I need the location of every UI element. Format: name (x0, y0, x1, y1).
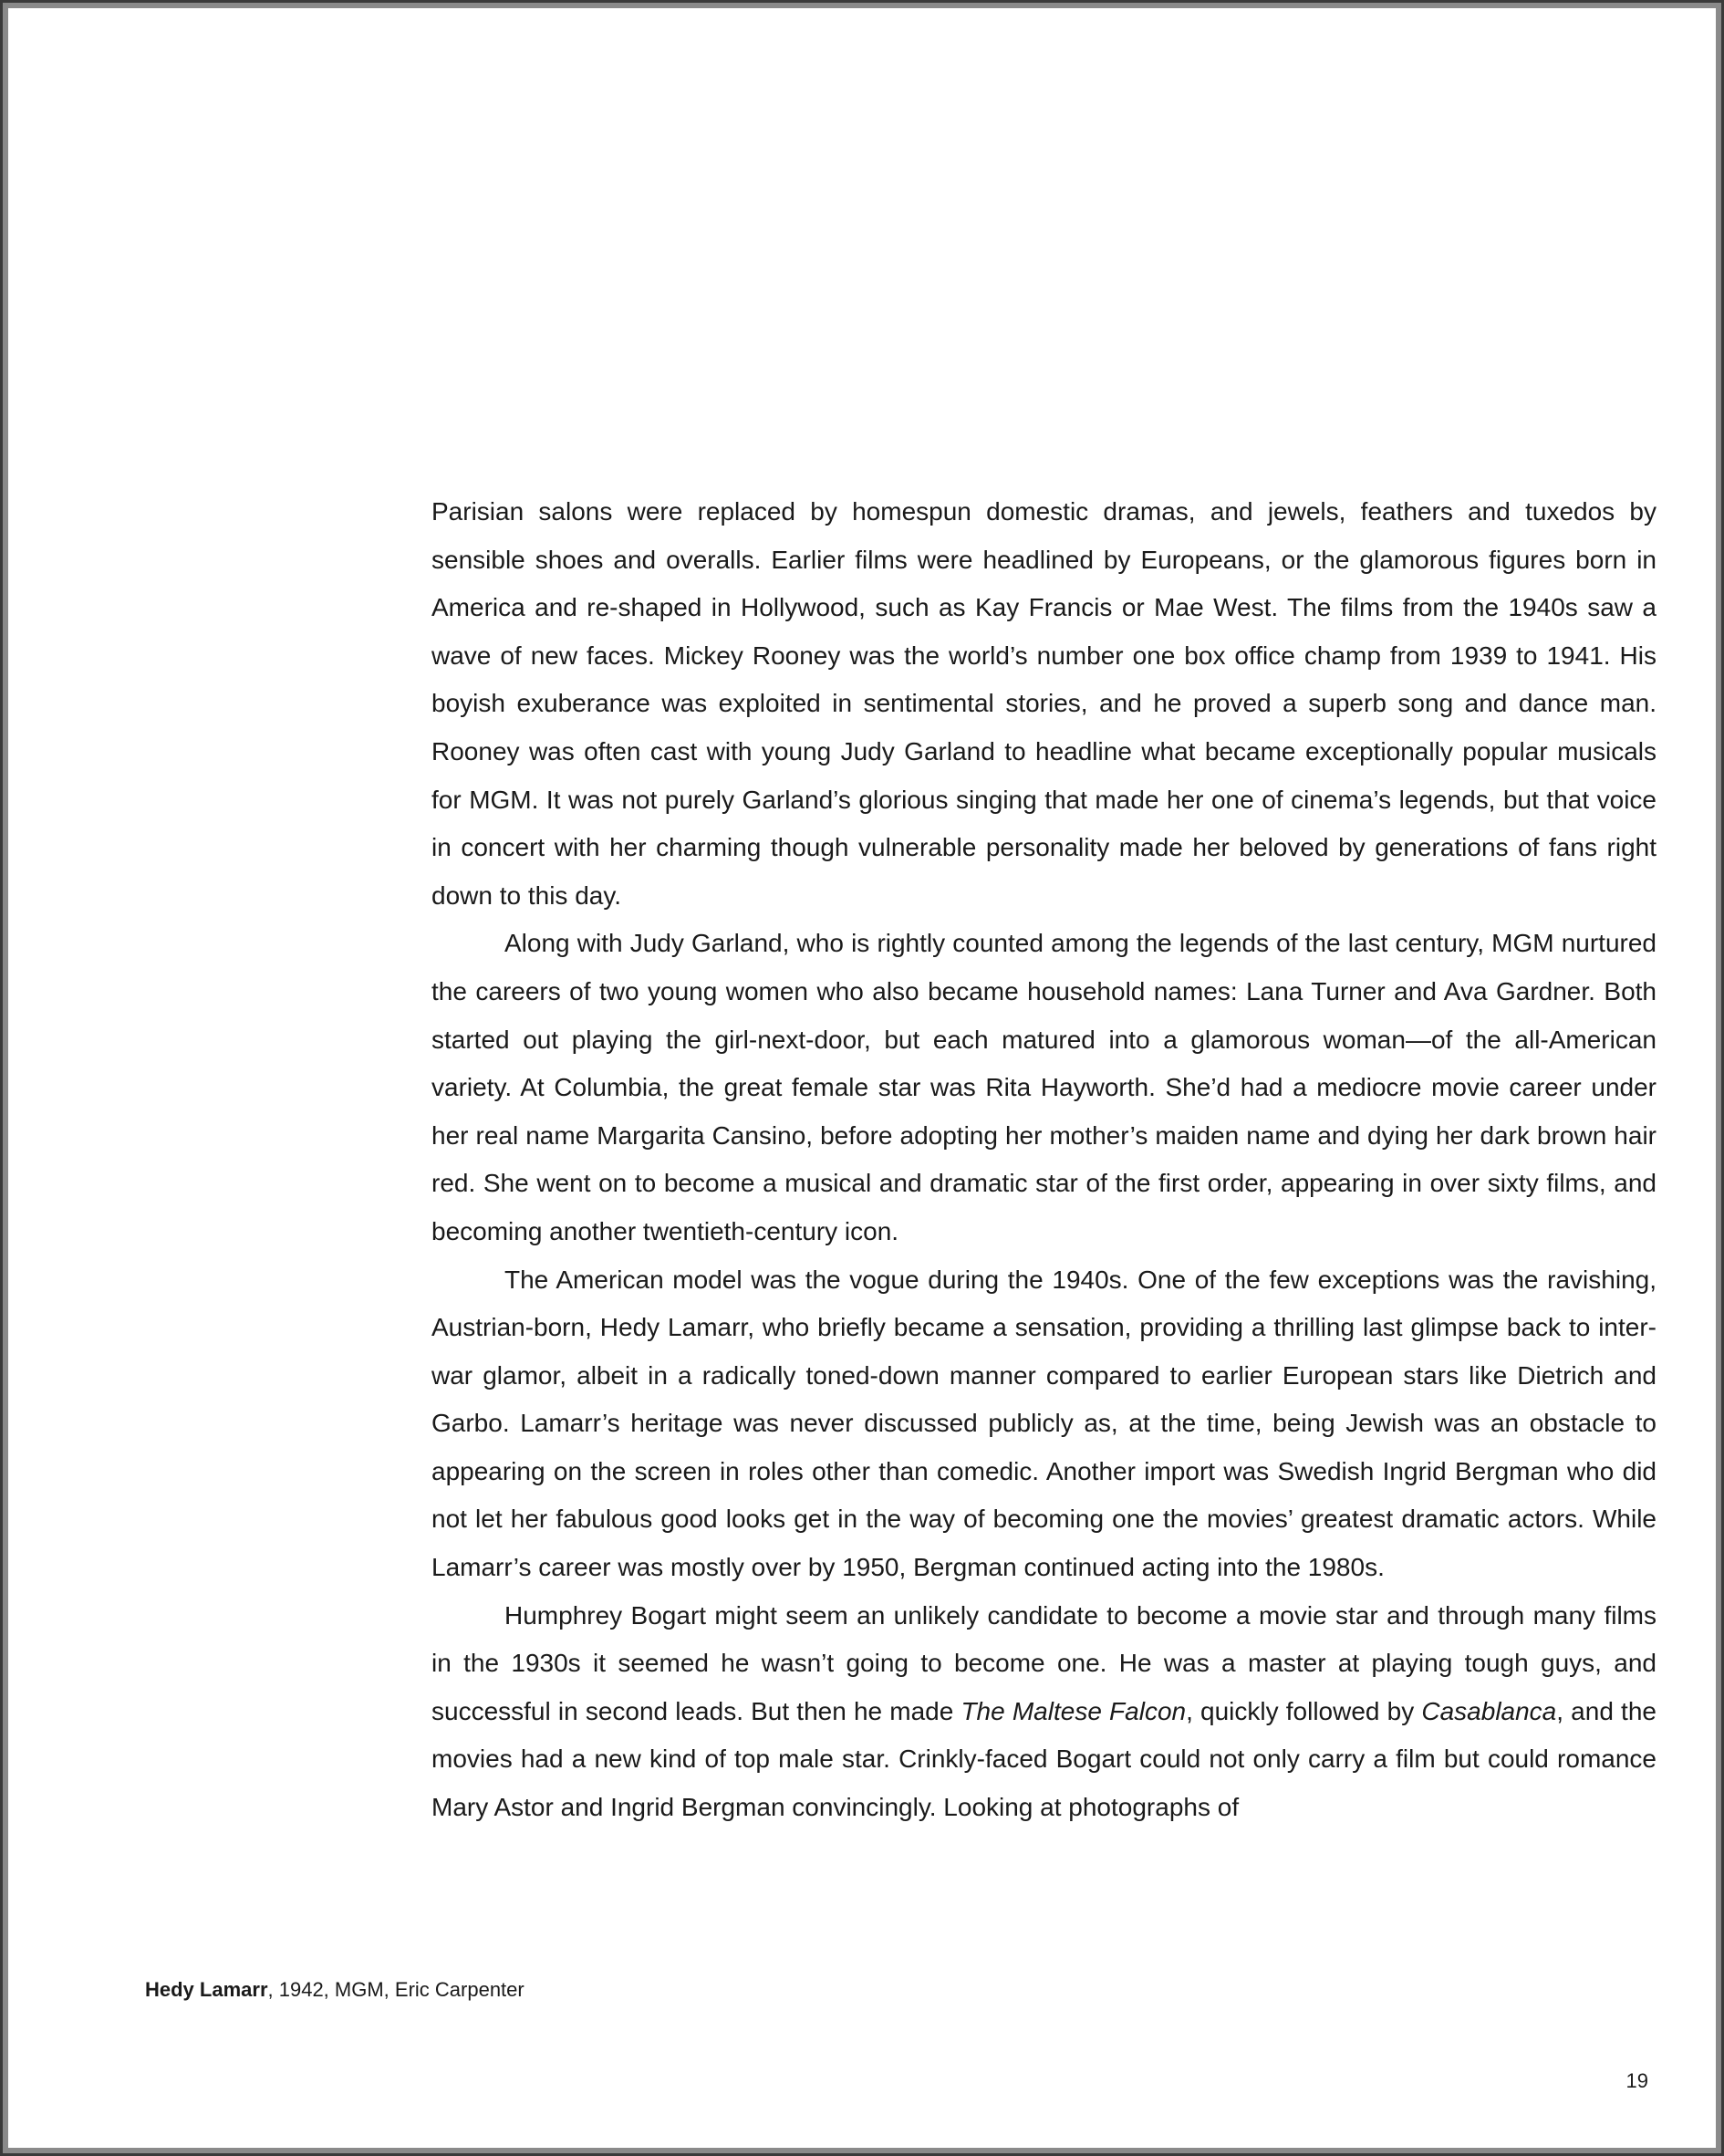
page-number: 19 (1625, 2069, 1648, 2092)
film-title-maltese-falcon: The Maltese Falcon (961, 1696, 1187, 1725)
paragraph-2: Along with Judy Garland, who is rightly counted among the legends of the last century, MGM nurtured the careers of two young women who also became household names: Lana Turner and Ava Gardner. Both started out playing the girl-next-door, but each matured into a glamorous woman—of the all-American variety. At Columbia, the great female star was Rita Hayworth. She’d had a mediocre movie career under her real name Margarita Cansino, before adopting her mother’s maiden name and dying her dark brown hair red. She went on to become a musical and dramatic star of the first order, appearing in over sixty films, and becoming another twentieth-century icon. (431, 929, 1656, 1245)
paragraph-4 (431, 1592, 1656, 1832)
paragraph-3: The American model was the vogue during the 1940s. One of the few exceptions was the ravishing, Austrian-born, Hedy Lamarr, who briefly became a sensation, providing a thrilling last glimpse back to inter-war glamor, albeit in a radically toned-down manner compared to earlier European stars like Dietrich and Garbo. Lamarr’s heritage was never discussed publicly as, at the time, being Jewish was an obstacle to appearing on the screen in roles other than comedic. Another import was Swedish Ingrid Bergman who did not let her fabulous good looks get in the way of becoming one the movies’ greatest dramatic actors. While Lamarr’s career was mostly over by 1950, Bergman continued acting into the 1980s. (431, 1265, 1656, 1582)
caption-details: , 1942, MGM, Eric Carpenter (267, 1978, 524, 2001)
caption-name: Hedy Lamarr (145, 1978, 268, 2001)
paragraph-1: Parisian salons were replaced by homespun domestic dramas, and jewels, feathers and tuxedos by sensible shoes and overalls. Earlier films were headlined by Europeans, or the glamorous figures born in America and re-shaped in Hollywood, such as Kay Francis or Mae West. The films from the 1940s saw a wave of new faces. Mickey Rooney was the world’s number one box office champ from 1939 to 1941. His boyish exuberance was exploited in sentimental stories, and he proved a superb song and dance man. Rooney was often cast with young Judy Garland to headline what became exceptionally popular musicals for MGM. It was not purely Garland’s glorious singing that made her one of cinema’s legends, but that voice in concert with her charming though vulnerable personality made her beloved by generations of fans right down to this day. (431, 497, 1656, 910)
paragraph-4-part-3: , and the movies had a new kind of top male star. Crinkly-faced Bogart could not only carry a film but could romance Mary Astor and Ingrid Bergman convincingly. Looking at photographs of (431, 1696, 1656, 1822)
photo-caption (145, 1977, 524, 2003)
film-title-casablanca: Casablanca (1421, 1696, 1557, 1725)
paragraph-4-part-1: Humphrey Bogart might seem an unlikely candidate to become a movie star and through many films in the 1930s it seemed he wasn’t going to become one. He was a master at playing tough guys, and successful in second leads. But then he made (431, 1600, 1656, 1725)
paragraph-4-part-2: , quickly followed by (1186, 1696, 1422, 1725)
body-text (431, 488, 1656, 1832)
